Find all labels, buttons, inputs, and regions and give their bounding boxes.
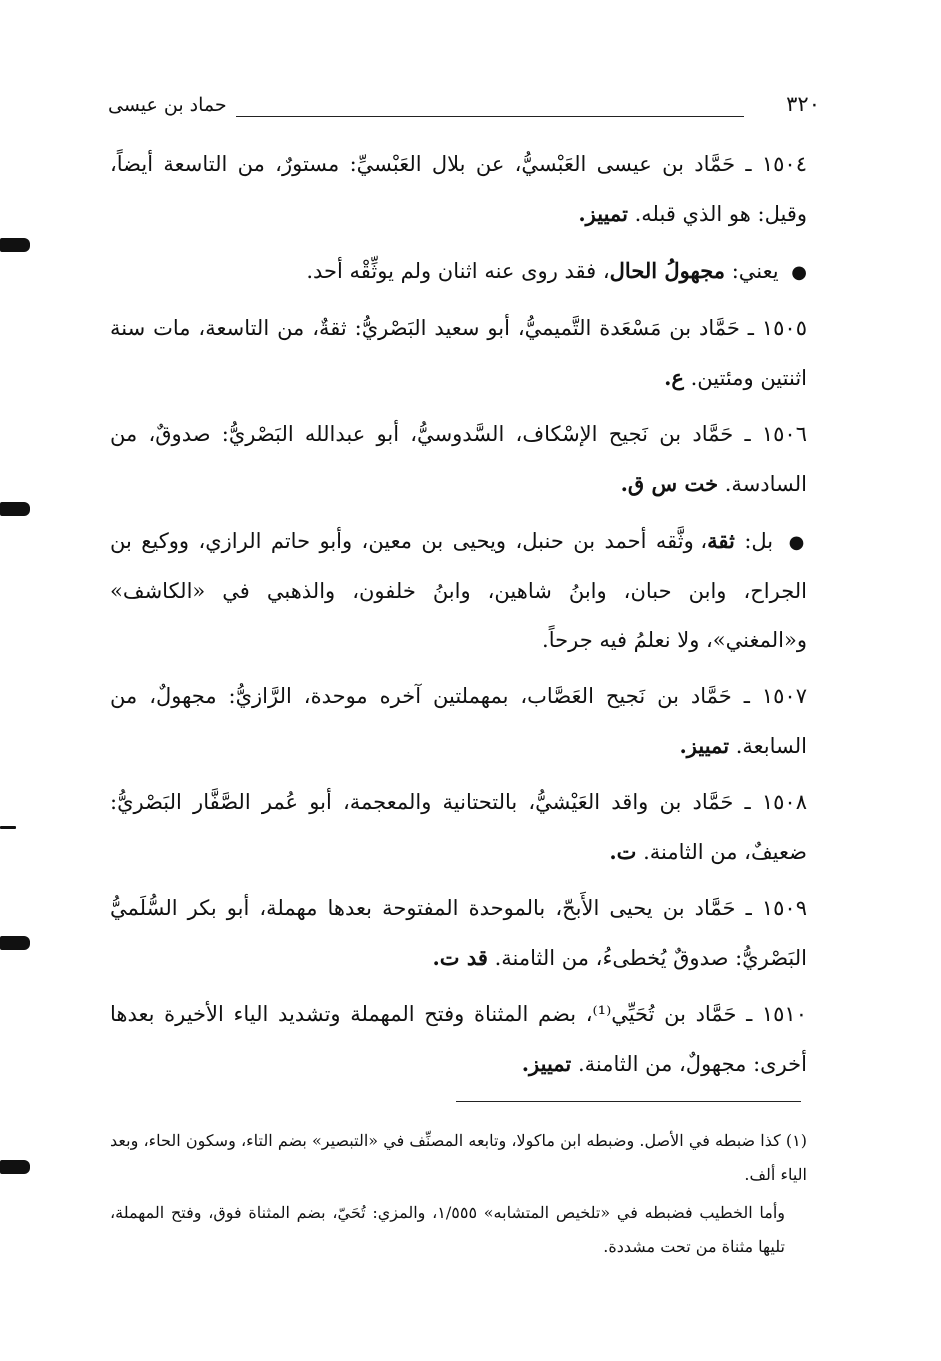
comment-text: ، فقد روى عنه اثنان ولم يوثِّقْه أحد. [306,259,610,283]
entry-text: ١٥٠٩ ـ حَمَّاد بن يحيى الأَبحّ، بالموحدة المفتوحة بعدها مهملة، أبو بكر السُّلَميُّ البَصْريُّ: صدوقٌ يُخطىءُ، من الثامنة. [110,896,807,970]
entry-1504 [110,140,807,239]
entry-text: ١٥٠٨ ـ حَمَّاد بن واقد العَيْشيُّ، بالتحتانية والمعجمة، أبو عُمر الصَّفَّار البَصْريُّ: ضعيفٌ، من الثامنة. [110,790,807,864]
rijal-code: ع. [664,365,684,390]
entry-text: ١٥٠٦ ـ حَمَّاد بن نَجيح الإسْكاف، السَّدوسيُّ، أبو عبدالله البَصْريُّ: صدوقٌ، من السادسة. [110,422,807,496]
entry-text: ١٥١٠ ـ حَمَّاد بن تُحَيِّي⁽¹⁾، بضم المثناة وفتح المهملة وتشديد الياء الأخيرة بعدها أخرى: مجهولٌ، من الثامنة. [110,1002,807,1076]
footnote-rule [456,1101,801,1102]
scan-mark [0,1160,30,1174]
entry-1508 [110,778,807,877]
comment-1506 [110,516,807,665]
comment-prefix: بل: [734,529,774,553]
running-title: حماد بن عيسى [108,94,227,116]
rijal-code: ت. [609,839,637,864]
page-number: ٣٢٠ [786,92,820,116]
comment-verdict: مجهولُ الحال [609,258,726,283]
entry-1506 [110,410,807,509]
comment-1504 [110,246,807,297]
main-text [110,140,807,1096]
rijal-code: قد ت. [432,945,488,970]
comment-verdict: ثقة [707,528,735,553]
scan-mark [0,502,30,516]
entry-1509 [110,884,807,983]
footnotes [110,1124,807,1268]
entry-1505 [110,304,807,403]
header-rule [236,116,744,117]
comment-prefix: يعني: [725,259,779,283]
bullet-icon: ● [791,262,807,283]
entry-text: ١٥٠٤ ـ حَمَّاد بن عيسى العَبْسيُّ، عن بلال العَبْسيِّ: مستورٌ، من التاسعة أيضاً، وقيل: هو الذي قبله. [110,152,807,226]
entry-1507 [110,672,807,771]
rijal-code: خت س ق. [620,471,719,496]
comment-text: ، وثَّقه أحمد بن حنبل، ويحيى بن معين، وأبو حاتم الرازي، ووكيع بن الجراح، وابن حبان، وابنُ شاهين، وابنُ خلفون، والذهبي في «الكاشف» و«المغني»، ولا نعلمُ فيه جرحاً. [110,529,807,652]
rijal-code: تمييز. [521,1051,572,1076]
footnote-1: (١) كذا ضبطه في الأصل. وضبطه ابن ماكولا، وتابعه المصنِّف في «التبصير» بضم التاء، وسكون الحاء، وبعد الياء ألف. [110,1131,807,1184]
page-header [108,92,820,124]
entry-text: ١٥٠٧ ـ حَمَّاد بن نَجيح العَصَّاب، بمهملتين آخره موحدة، الرَّازيُّ: مجهولٌ، من السابعة. [110,684,807,758]
entry-1510 [110,990,807,1089]
scan-mark [0,936,30,950]
scan-mark [0,826,16,829]
entry-text: ١٥٠٥ ـ حَمَّاد بن مَسْعَدة التَّميميُّ، أبو سعيد البَصْريُّ: ثقةٌ، من التاسعة، مات سنة اثنتين ومئتين. [110,316,807,390]
footnote-1-continued: وأما الخطيب فضبطه في «تلخيص المتشابه» ١/٥٥٥، والمزي: تُحَيّ، بضم المثناة فوق، وفتح المهملة، تليها مثناة من تحت مشددة. [110,1203,785,1256]
rijal-code: تمييز. [679,733,730,758]
rijal-code: تمييز. [578,201,628,226]
bullet-icon: ● [788,532,808,553]
scan-mark [0,238,30,252]
